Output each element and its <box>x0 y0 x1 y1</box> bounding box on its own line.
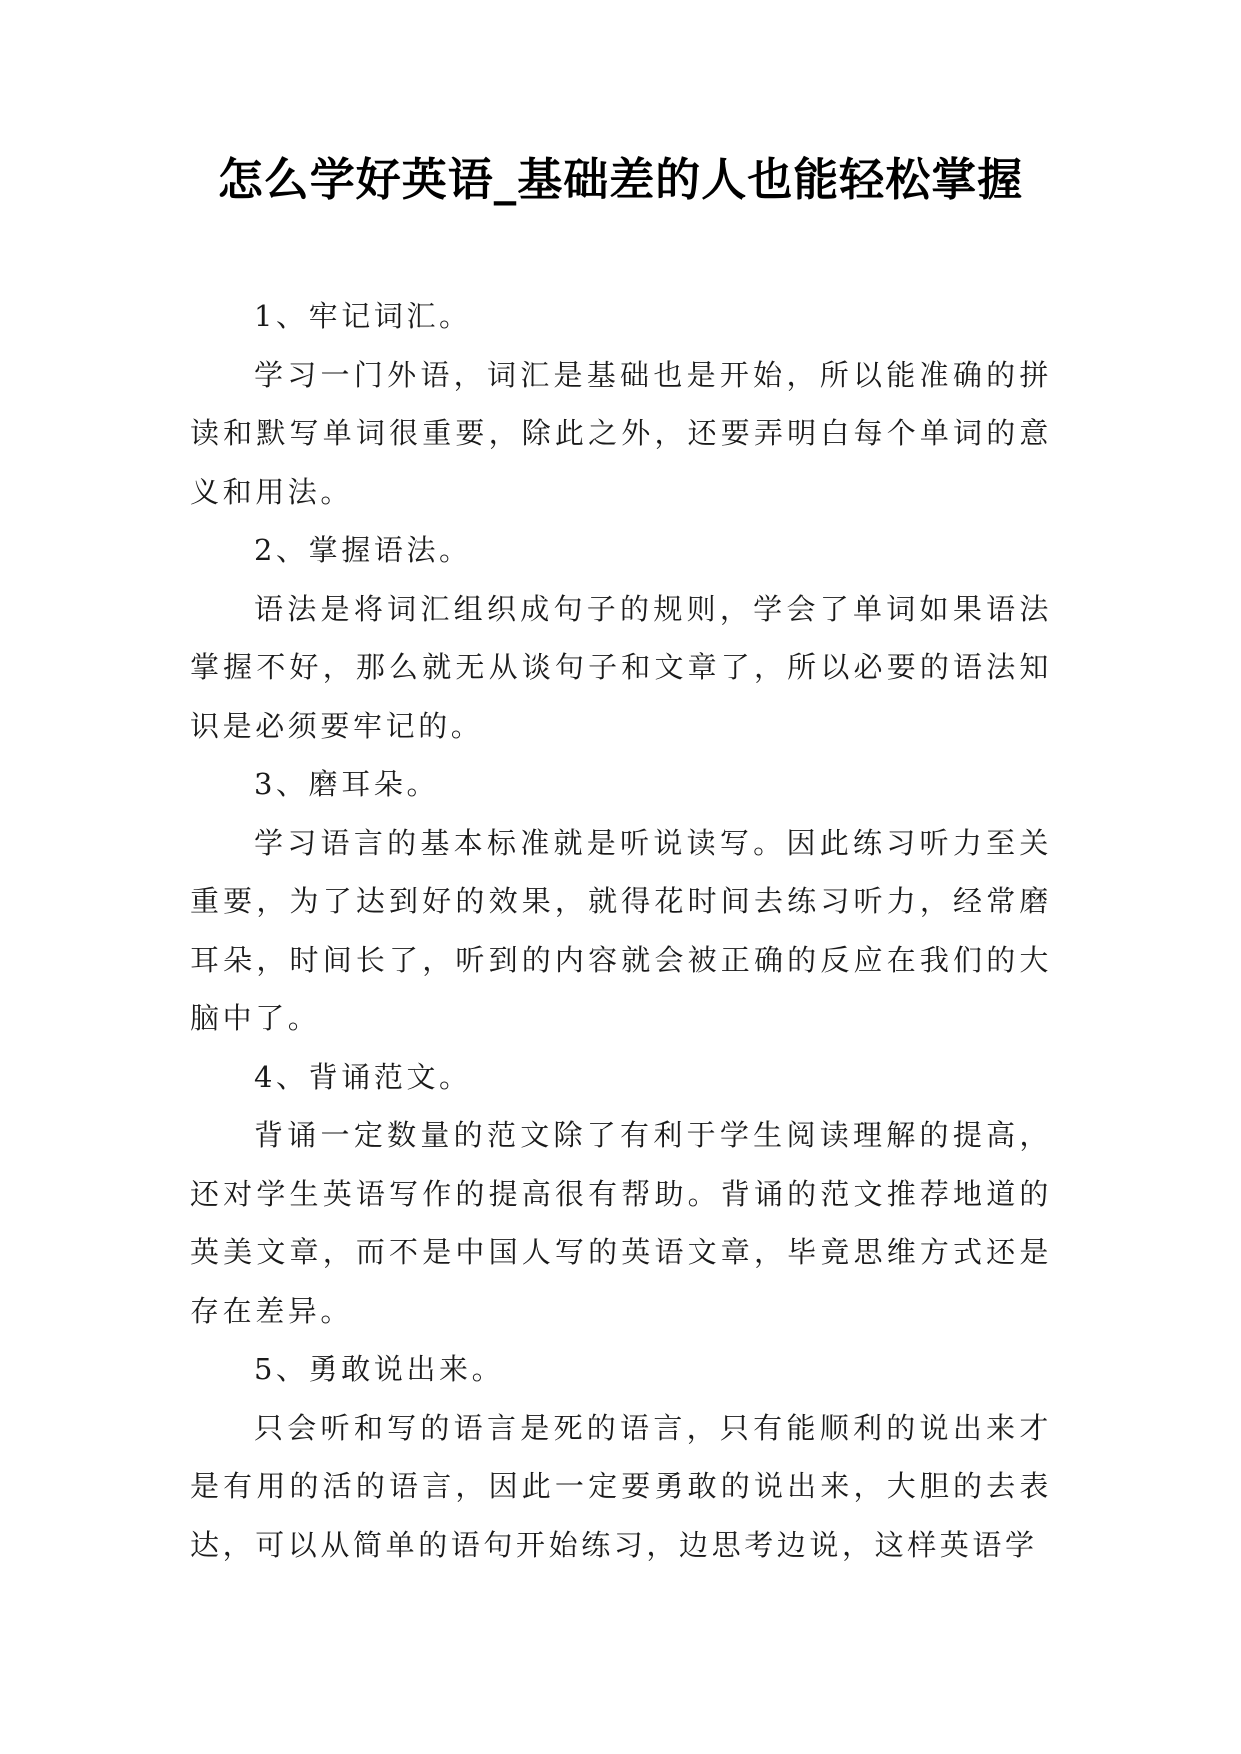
paragraph-vocabulary: 学习一门外语，词汇是基础也是开始，所以能准确的拼读和默写单词很重要，除此之外，还要弄明白每个单词的意义和用法。 <box>190 357 1052 509</box>
heading-vocabulary: 1、牢记词汇。 <box>254 299 472 333</box>
document-body <box>190 287 1052 1574</box>
document-title: 怎么学好英语_基础差的人也能轻松掌握 <box>217 153 1024 206</box>
heading-listening: 3、磨耳朵。 <box>254 767 440 801</box>
paragraph-speaking: 只会听和写的语言是死的语言，只有能顺利的说出来才是有用的活的语言，因此一定要勇敢的说出来，大胆的去表达，可以从简单的语句开始练习，边思考边说，这样英语学 <box>190 1410 1052 1562</box>
paragraph-grammar: 语法是将词汇组织成句子的规则，学会了单词如果语法掌握不好，那么就无从谈句子和文章了，所以必要的语法知识是必须要牢记的。 <box>190 591 1052 743</box>
paragraph-recitation: 背诵一定数量的范文除了有利于学生阅读理解的提高，还对学生英语写作的提高很有帮助。背诵的范文推荐地道的英美文章，而不是中国人写的英语文章，毕竟思维方式还是存在差异。 <box>190 1118 1052 1328</box>
heading-grammar: 2、掌握语法。 <box>254 533 472 567</box>
heading-recitation: 4、背诵范文。 <box>254 1059 472 1094</box>
heading-speaking: 5、勇敢说出来。 <box>254 1352 505 1386</box>
paragraph-listening: 学习语言的基本标准就是听说读写。因此练习听力至关重要，为了达到好的效果，就得花时间去练习听力，经常磨耳朵，时间长了，听到的内容就会被正确的反应在我们的大脑中了。 <box>190 825 1052 1035</box>
